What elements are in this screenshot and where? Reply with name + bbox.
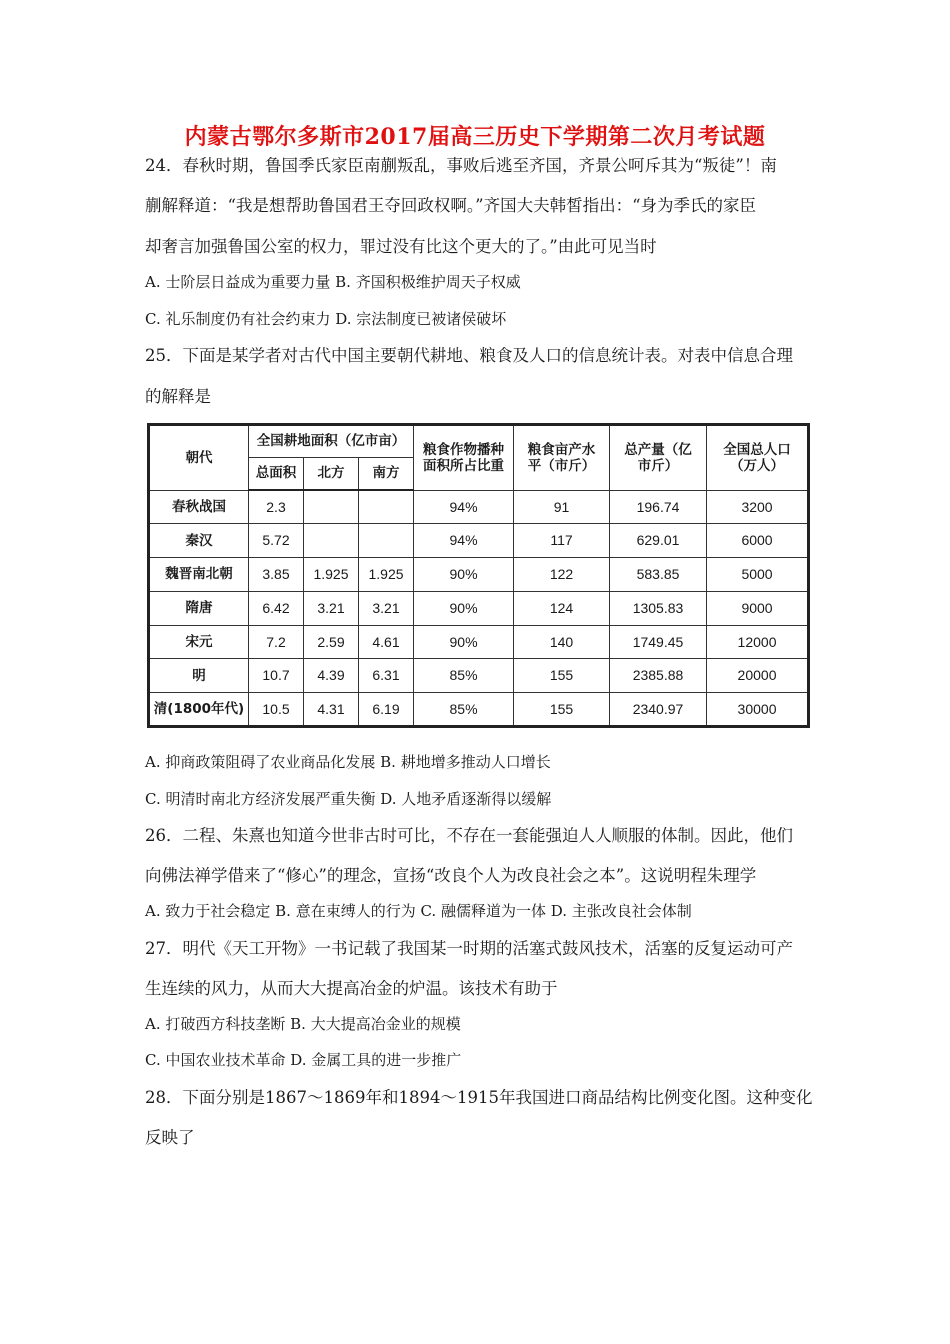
cell-dynasty: 春秋战国 [149, 490, 249, 524]
table-row [149, 591, 809, 625]
cell-land-total: 10.7 [249, 659, 304, 693]
q28-stem-line-2: 反映了 [145, 1128, 195, 1147]
cell-land-south: 4.61 [359, 625, 414, 659]
cell-land-total: 2.3 [249, 490, 304, 524]
q24-options-cd: C. 礼乐制度仍有社会约束力 D. 宗法制度已被诸侯破坏 [145, 310, 507, 328]
header-population: 全国总人口（万人） [707, 425, 809, 491]
cell-grain-share: 85% [414, 659, 514, 693]
header-output: 总产量（亿市斤） [610, 425, 707, 491]
cell-output: 2385.88 [610, 659, 707, 693]
q26-stem-line-2: 向佛法禅学借来了“修心”的理念，宣扬“改良个人为改良社会之本”。这说明程朱理学 [145, 866, 757, 885]
q24-stem-line-2: 蒯解释道：“我是想帮助鲁国君王夺回政权啊。”齐国大夫韩皙指出：“身为季氏的家臣 [145, 196, 757, 215]
q27-options-cd: C. 中国农业技术革命 D. 金属工具的进一步推广 [145, 1051, 462, 1069]
cell-output: 583.85 [610, 558, 707, 592]
q26-options: A. 致力于社会稳定 B. 意在束缚人的行为 C. 融儒释道为一体 D. 主张改良社会体制 [145, 902, 692, 920]
cell-land-total: 3.85 [249, 558, 304, 592]
cell-yield: 91 [514, 490, 610, 524]
q25-options-ab: A. 抑商政策阻碍了农业商品化发展 B. 耕地增多推动人口增长 [145, 753, 551, 771]
table-row [149, 558, 809, 592]
cell-land-south: 6.19 [359, 693, 414, 727]
cell-population: 9000 [707, 591, 809, 625]
cell-land-total: 5.72 [249, 524, 304, 558]
cell-population: 5000 [707, 558, 809, 592]
cell-land-north [304, 490, 359, 524]
q25-stem-line-2: 的解释是 [145, 387, 211, 406]
cell-dynasty: 魏晋南北朝 [149, 558, 249, 592]
cell-land-south: 6.31 [359, 659, 414, 693]
cell-land-south: 3.21 [359, 591, 414, 625]
header-land-total: 总面积 [249, 457, 304, 490]
cell-dynasty: 宋元 [149, 625, 249, 659]
cell-grain-share: 90% [414, 625, 514, 659]
q24-stem-line-1: 24．春秋时期，鲁国季氏家臣南蒯叛乱，事败后逃至齐国，齐景公呵斥其为“叛徒”！南 [145, 156, 777, 175]
table-row [149, 524, 809, 558]
header-dynasty: 朝代 [149, 425, 249, 491]
cell-land-north: 3.21 [304, 591, 359, 625]
header-yield: 粮食亩产水平（市斤） [514, 425, 610, 491]
cell-land-south [359, 490, 414, 524]
cell-yield: 122 [514, 558, 610, 592]
cell-grain-share: 90% [414, 558, 514, 592]
cell-land-total: 10.5 [249, 693, 304, 727]
statistics-table [147, 423, 810, 728]
cell-grain-share: 90% [414, 591, 514, 625]
q24-stem-line-3: 却奢言加强鲁国公室的权力，罪过没有比这个更大的了。”由此可见当时 [145, 237, 657, 256]
cell-dynasty: 秦汉 [149, 524, 249, 558]
cell-yield: 155 [514, 659, 610, 693]
q27-options-ab: A. 打破西方科技垄断 B. 大大提高冶金业的规模 [145, 1015, 461, 1033]
cell-land-total: 6.42 [249, 591, 304, 625]
cell-yield: 117 [514, 524, 610, 558]
cell-output: 629.01 [610, 524, 707, 558]
table-row [149, 490, 809, 524]
cell-land-north [304, 524, 359, 558]
cell-grain-share: 94% [414, 524, 514, 558]
cell-yield: 155 [514, 693, 610, 727]
q27-stem-line-2: 生连续的风力，从而大大提高冶金的炉温。该技术有助于 [145, 979, 558, 998]
cell-yield: 140 [514, 625, 610, 659]
q25-options-cd: C. 明清时南北方经济发展严重失衡 D. 人地矛盾逐渐得以缓解 [145, 790, 552, 808]
page-title: 内蒙古鄂尔多斯市2017届高三历史下学期第二次月考试题 [184, 124, 766, 150]
cell-land-total: 7.2 [249, 625, 304, 659]
cell-output: 1305.83 [610, 591, 707, 625]
q28-stem-line-1: 28．下面分别是1867～1869年和1894～1915年我国进口商品结构比例变化图。这种变化 [145, 1088, 813, 1107]
cell-yield: 124 [514, 591, 610, 625]
cell-population: 12000 [707, 625, 809, 659]
cell-grain-share: 85% [414, 693, 514, 727]
cell-land-north: 1.925 [304, 558, 359, 592]
header-land-south: 南方 [359, 457, 414, 490]
q26-stem-line-1: 26．二程、朱熹也知道今世非古时可比，不存在一套能强迫人人顺服的体制。因此，他们 [145, 826, 793, 845]
cell-grain-share: 94% [414, 490, 514, 524]
cell-population: 3200 [707, 490, 809, 524]
cell-output: 196.74 [610, 490, 707, 524]
cell-population: 20000 [707, 659, 809, 693]
cell-output: 2340.97 [610, 693, 707, 727]
cell-output: 1749.45 [610, 625, 707, 659]
cell-land-north: 4.31 [304, 693, 359, 727]
q24-options-ab: A. 士阶层日益成为重要力量 B. 齐国积极维护周天子权威 [145, 273, 521, 291]
table-row [149, 693, 809, 727]
table-row [149, 625, 809, 659]
cell-land-north: 2.59 [304, 625, 359, 659]
cell-dynasty: 明 [149, 659, 249, 693]
cell-dynasty: 隋唐 [149, 591, 249, 625]
q25-stem-line-1: 25．下面是某学者对古代中国主要朝代耕地、粮食及人口的信息统计表。对表中信息合理 [145, 346, 793, 365]
cell-land-south: 1.925 [359, 558, 414, 592]
cell-land-south [359, 524, 414, 558]
header-land-group: 全国耕地面积（亿市亩） [249, 425, 414, 458]
cell-land-north: 4.39 [304, 659, 359, 693]
table-row [149, 659, 809, 693]
cell-population: 30000 [707, 693, 809, 727]
cell-dynasty: 清(1800年代) [149, 693, 249, 727]
header-grain-share: 粮食作物播种面积所占比重 [414, 425, 514, 491]
header-land-north: 北方 [304, 457, 359, 490]
cell-population: 6000 [707, 524, 809, 558]
q27-stem-line-1: 27．明代《天工开物》一书记载了我国某一时期的活塞式鼓风技术，活塞的反复运动可产 [145, 939, 793, 958]
